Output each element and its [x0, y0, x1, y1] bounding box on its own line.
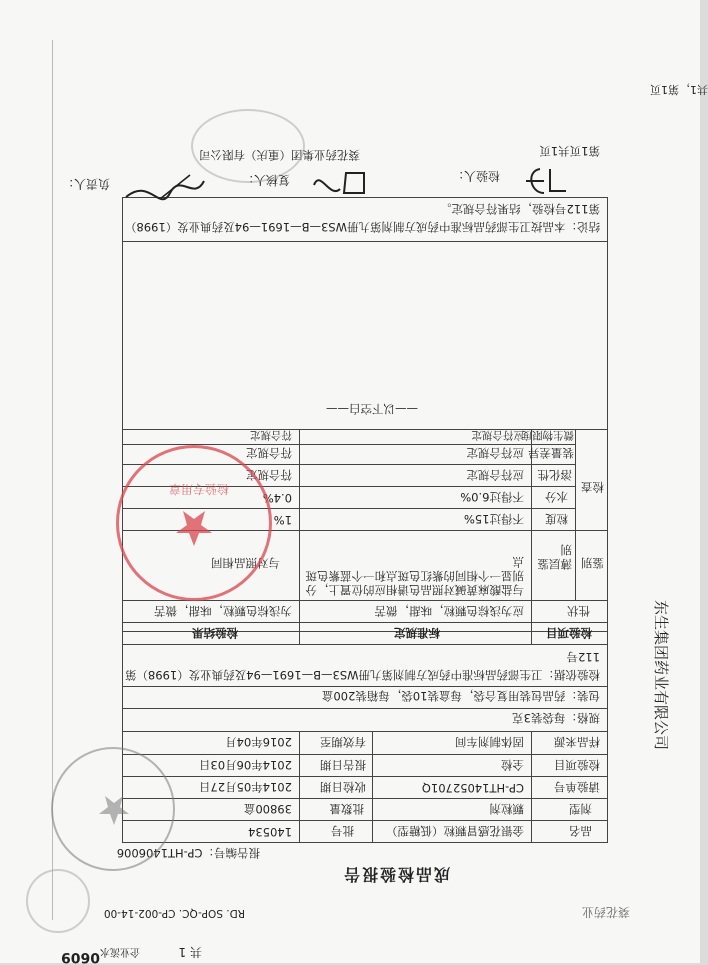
micro-standard: 应符合规定: [471, 429, 524, 441]
conclusion-line-2: 第112号检验，结果符合规定。: [440, 202, 600, 216]
character-standard: 应为浅棕色颗粒，味甜，微苦: [374, 604, 524, 618]
company-name: 葵花药业集团（重庆）有限公司: [199, 148, 360, 162]
doc-code: RD. SOP-QC. CP-002-14-00: [103, 907, 245, 919]
dosage-form-label: 剂型: [569, 802, 592, 816]
gray-star-icon: [97, 793, 131, 827]
sample-source: 固体制剂车间: [455, 735, 524, 749]
check-label: 检查: [581, 480, 604, 494]
batch-label: 批号: [331, 824, 354, 838]
th-standard: 标准规定: [394, 626, 440, 640]
tlc-label: 薄层鉴别: [537, 543, 572, 571]
character-label: 性状: [567, 604, 590, 618]
quantity-value: 39800盒: [243, 802, 292, 816]
report-date-label: 报告日期: [320, 758, 366, 772]
validity-value: 2016年04月: [225, 735, 292, 749]
end-of-table-mark: ——以下空白——: [326, 402, 418, 416]
loading-result: 符合规定: [246, 446, 292, 460]
basis-line-1: 检验依据：卫生部药品标准中药成方制剂第九册WS3—B—1691—94及药典业发（1998）第: [124, 668, 600, 682]
responsible-label: 负责人：: [61, 177, 110, 191]
reviewer-label: 复核人：: [241, 173, 290, 187]
solubility-standard: 应符合规定: [466, 468, 524, 482]
corner-copy: 共 1: [178, 945, 202, 959]
solubility-label: 溶化性: [537, 468, 572, 482]
moisture-label: 水分: [545, 490, 568, 504]
particle-result: 1%: [273, 513, 292, 527]
seal-text: 检验专用章: [168, 482, 229, 496]
loading-standard: 应符合规定: [466, 446, 524, 460]
product-name: 金银花感冒颗粒（低糖型）: [386, 824, 524, 838]
corner-page-number: 0609: [61, 949, 100, 965]
micro-label: 微生物限度: [521, 429, 574, 441]
receive-date: 2014年05月27日: [198, 780, 292, 794]
basis-line-2: 112号: [566, 650, 600, 664]
test-item: 全检: [501, 758, 524, 772]
signature-responsible: [120, 167, 210, 207]
sample-source-label: 样品来源: [554, 735, 600, 749]
product-name-label: 品名: [569, 824, 592, 838]
identification-label: 鉴别: [581, 556, 604, 570]
loading-label: 装量差异: [528, 446, 574, 460]
moisture-standard: 不得过6.0%: [460, 490, 524, 504]
tlc-standard: 与盐酸麻黄碱对照品色谱相应的位置上，分别显一个相同的紫红色斑点和一个蓝紫色斑点: [305, 555, 524, 597]
sheet-info: 共1，第1页: [650, 83, 708, 96]
test-item-label: 检验项目: [554, 758, 600, 772]
th-result: 检验结果: [192, 626, 238, 640]
red-qc-seal: [116, 445, 272, 601]
moisture-result: 0.4%: [262, 491, 292, 505]
th-item: 检验项目: [546, 626, 592, 640]
request-no-label: 请验单号: [554, 780, 600, 794]
report-title: 成品检验报告: [341, 865, 450, 884]
solubility-result: 符合规定: [246, 468, 292, 482]
validity-label: 有效期至: [320, 735, 366, 749]
receive-date-label: 收检日期: [320, 780, 366, 794]
gray-stamp-footer: [191, 109, 305, 183]
corner-small: 企业流水: [100, 946, 140, 957]
signature-reviewer: [310, 163, 370, 203]
quantity-label: 批数量: [329, 802, 364, 816]
tlc-result: 与对照品相同: [211, 556, 280, 570]
report-date: 2014年06月03日: [198, 758, 292, 772]
batch-value: 140534: [248, 825, 292, 839]
conclusion-line-1: 结论：本品按卫生部药品标准中药成方制剂第九册WS3—B—1691—94及药典业发（1998）: [124, 220, 600, 234]
gray-stamp-corner: [26, 869, 90, 933]
report-number: 报告编号：CP-HT1406006: [116, 846, 260, 860]
particle-standard: 不得过15%: [463, 512, 524, 526]
tester-label: 检验人：: [451, 169, 500, 183]
page-info: 第1页共1页: [539, 144, 600, 158]
request-no: CP-HT14052701Q: [421, 781, 524, 795]
dosage-form: 颗粒剂: [489, 802, 524, 816]
package-line: 包装：药品包装用复合袋，每盒装10袋，每箱装200盒: [321, 689, 600, 703]
side-vertical-text: 东生集团药业有限公司: [652, 600, 670, 751]
micro-result: 符合规定: [250, 429, 292, 441]
signature-tester: [520, 163, 570, 199]
seal-star-icon: [174, 508, 214, 548]
corner-logo: 葵花药业: [581, 905, 630, 919]
gray-stamp-top: [51, 747, 175, 871]
spec-line: 规格：每袋装3克: [512, 711, 600, 725]
particle-label: 粒度: [545, 512, 568, 526]
character-result: 为浅棕色颗粒，味甜，微苦: [154, 604, 292, 618]
